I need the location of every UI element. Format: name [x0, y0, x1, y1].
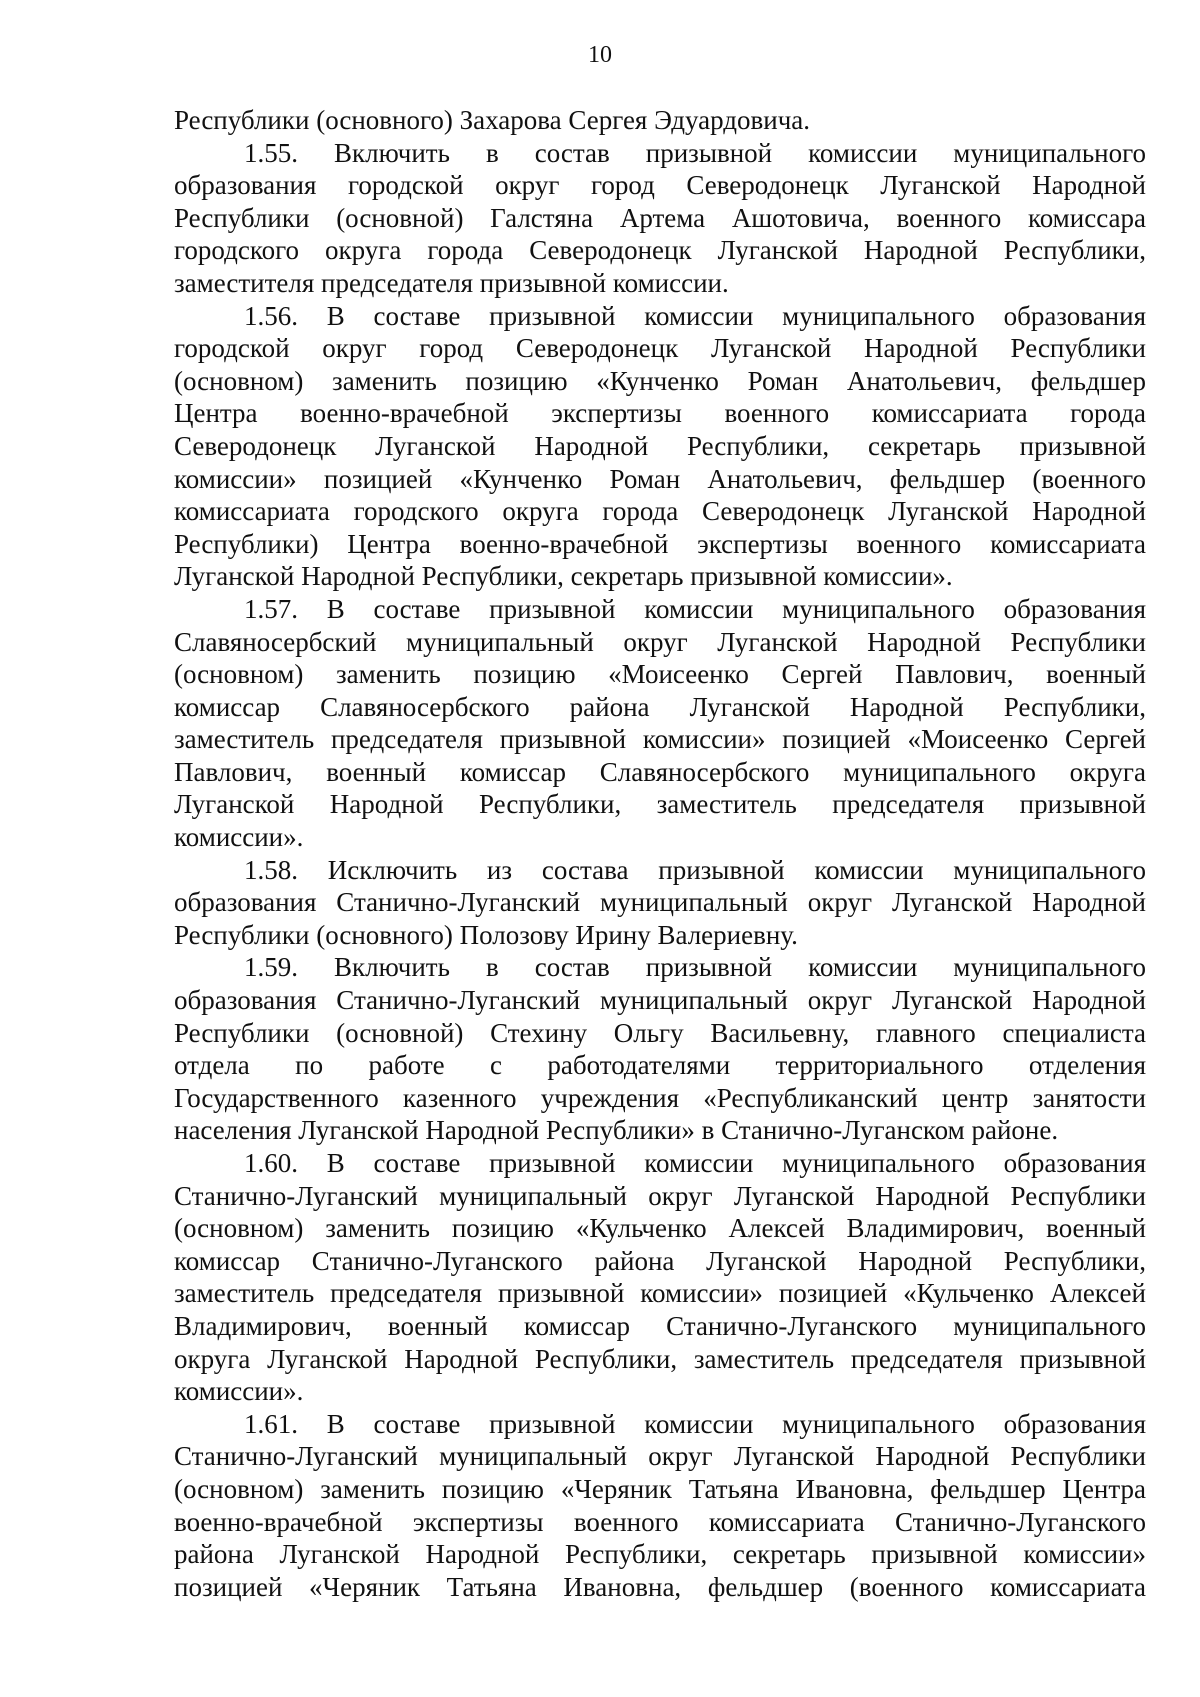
text-line: комиссии». — [174, 1376, 304, 1407]
page-number: 10 — [588, 42, 612, 68]
text-line: Центра военно-врачебной экспертизы военного комиссариата города — [174, 398, 1146, 429]
text-line: 1.55. Включить в состав призывной комиссии муниципального — [244, 137, 1146, 168]
text-line: Республики (основного) Захарова Сергея Эдуардовича. — [174, 105, 811, 135]
text-line: Республики (основной) Стехину Ольгу Васильевну, главного специалиста — [174, 1017, 1146, 1048]
text-line: 1.60. В составе призывной комиссии муниципального образования — [244, 1148, 1146, 1178]
text-line: 1.56. В составе призывной комиссии муниципального образования — [244, 300, 1146, 331]
text-line: (основном) заменить позицию «Кульченко Алексей Владимирович, военный — [174, 1213, 1146, 1244]
paragraph — [174, 854, 1146, 952]
text-line: округа Луганской Народной Республики, заместитель председателя призывной — [174, 1343, 1146, 1374]
paragraph — [174, 593, 1146, 854]
text-line: образования Станично-Луганский муниципальный округ Луганской Народной — [174, 887, 1146, 918]
text-line: Луганской Народной Республики, заместитель председателя призывной — [174, 789, 1146, 820]
paragraph — [174, 1408, 1146, 1604]
text-line: заместитель председателя призывной комиссии» позицией «Кульченко Алексей — [174, 1278, 1146, 1309]
text-line: заместитель председателя призывной комиссии» позицией «Моисеенко Сергей — [174, 724, 1146, 755]
text-line: 1.61. В составе призывной комиссии муниципального образования — [244, 1408, 1146, 1439]
text-line: Славяносербский муниципальный округ Луганской Народной Республики — [174, 626, 1146, 657]
text-line: (основном) заменить позицию «Моисеенко Сергей Павлович, военный — [174, 659, 1146, 690]
text-line: городской округ город Северодонецк Луганской Народной Республики — [174, 333, 1146, 364]
text-line: Государственного казенного учреждения «Республиканский центр занятости — [174, 1082, 1146, 1113]
text-line: комиссар Станично-Луганского района Луганской Народной Республики, — [174, 1245, 1146, 1276]
text-line: Павлович, военный комиссар Славяносербского муниципального округа — [174, 756, 1146, 787]
text-line: Станично-Луганский муниципальный округ Луганской Народной Республики — [174, 1441, 1146, 1472]
text-line: заместителя председателя призывной комиссии. — [174, 267, 729, 298]
text-line: (основном) заменить позицию «Черяник Татьяна Ивановна, фельдшер Центра — [174, 1473, 1146, 1504]
text-line: Республики (основного) Полозову Ирину Валериевну. — [174, 919, 798, 950]
text-line: 1.59. Включить в состав призывной комиссии муниципального — [244, 952, 1146, 983]
text-line: Республики (основной) Галстяна Артема Ашотовича, военного комиссара — [174, 202, 1146, 233]
text-line: комиссариата городского округа города Северодонецк Луганской Народной — [174, 496, 1146, 527]
text-line: Луганской Народной Республики, секретарь призывной комиссии». — [174, 561, 953, 592]
text-line: района Луганской Народной Республики, секретарь призывной комиссии» — [174, 1539, 1146, 1570]
text-line: Республики) Центра военно-врачебной экспертизы военного комиссариата — [174, 528, 1146, 559]
text-line: 1.58. Исключить из состава призывной комиссии муниципального — [244, 854, 1146, 885]
text-line: городского округа города Северодонецк Луганской Народной Республики, — [174, 235, 1146, 266]
text-line: отдела по работе с работодателями территориального отделения — [174, 1050, 1146, 1081]
paragraph — [174, 1147, 1146, 1408]
text-line: комиссар Славяносербского района Луганской Народной Республики, — [174, 691, 1146, 722]
text-line: Станично-Луганский муниципальный округ Луганской Народной Республики — [174, 1180, 1146, 1211]
text-line: позицией «Черяник Татьяна Ивановна, фельдшер (военного комиссариата — [174, 1571, 1146, 1602]
text-line: (основном) заменить позицию «Кунченко Роман Анатольевич, фельдшер — [174, 365, 1146, 396]
text-line: 1.57. В составе призывной комиссии муниципального образования — [244, 593, 1146, 624]
paragraph — [174, 104, 1146, 137]
text-line: образования Станично-Луганский муниципальный округ Луганской Народной — [174, 985, 1146, 1016]
paragraph — [174, 300, 1146, 593]
text-line: Владимирович, военный комиссар Станично-Луганского муниципального — [174, 1310, 1146, 1341]
text-line: образования городской округ город Северодонецк Луганской Народной — [174, 170, 1146, 201]
text-line: населения Луганской Народной Республики» в Станично-Луганском районе. — [174, 1115, 1059, 1146]
text-line: комиссии» позицией «Кунченко Роман Анатольевич, фельдшер (военного — [174, 463, 1146, 494]
text-line: комиссии». — [174, 822, 304, 853]
text-line: военно-врачебной экспертизы военного комиссариата Станично-Луганского — [174, 1506, 1146, 1537]
document-body — [174, 104, 1146, 1603]
paragraph — [174, 951, 1146, 1147]
text-line: Северодонецк Луганской Народной Республики, секретарь призывной — [174, 430, 1146, 461]
paragraph — [174, 137, 1146, 300]
